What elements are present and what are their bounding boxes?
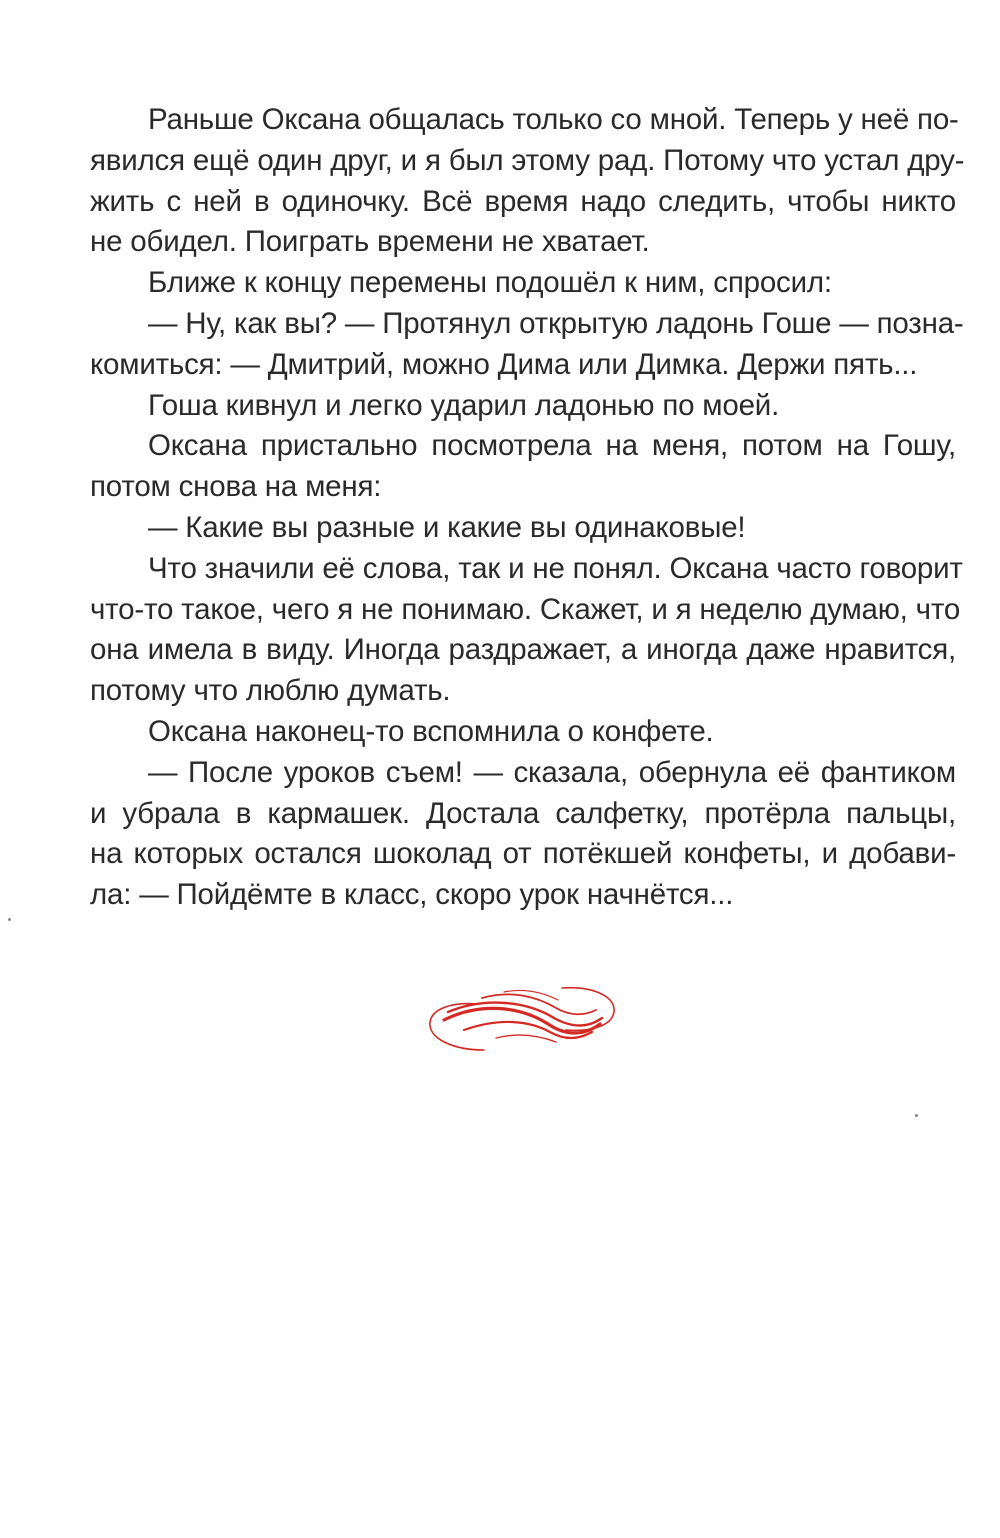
text-line: — Какие вы разные и какие вы одинаковые! <box>148 510 746 544</box>
text-line: на которых остался шоколад от потёкшей конфеты, и добави- <box>90 837 956 871</box>
text-line: комиться: — Дмитрий, можно Дима или Димка. Держи пять... <box>90 347 918 381</box>
text-line: — Ну, как вы? — Протянул открытую ладонь Гоше — позна- <box>148 306 964 340</box>
page-speck <box>8 918 11 921</box>
flourish-ornament-icon <box>424 980 620 1056</box>
text-line: что-то такое, чего я не понимаю. Скажет, и я неделю думаю, что <box>90 592 961 626</box>
text-line: Гоша кивнул и легко ударил ладонью по моей. <box>148 388 780 422</box>
text-line: Раньше Оксана общалась только со мной. Теперь у неё по- <box>148 103 959 136</box>
text-line: Оксана пристально посмотрела на меня, потом на Гошу, <box>148 429 956 463</box>
text-line: — После уроков съем! — сказала, обернула её фантиком <box>148 755 956 789</box>
text-line: Что значили её слова, так и не понял. Оксана часто говорит <box>148 551 963 585</box>
text-line: и убрала в кармашек. Достала салфетку, протёрла пальцы, <box>90 796 956 830</box>
text-line: ла: — Пойдёмте в класс, скоро урок начнётся... <box>90 878 734 912</box>
text-line: Ближе к концу перемены подошёл к ним, спросил: <box>148 266 832 300</box>
text-line: потому что люблю думать. <box>90 674 451 708</box>
text-line: не обидел. Поиграть времени не хватает. <box>90 225 650 259</box>
text-line: явился ещё один друг, и я был этому рад. Потому что устал дру- <box>90 143 965 177</box>
text-line: жить с ней в одиночку. Всё время надо следить, чтобы никто <box>90 184 956 218</box>
page-speck <box>915 1114 918 1117</box>
text-line: Оксана наконец-то вспомнила о конфете. <box>148 714 714 748</box>
text-line: потом снова на меня: <box>90 470 382 504</box>
body-text <box>90 100 965 916</box>
text-line: она имела в виду. Иногда раздражает, а иногда даже нравится, <box>90 633 956 667</box>
